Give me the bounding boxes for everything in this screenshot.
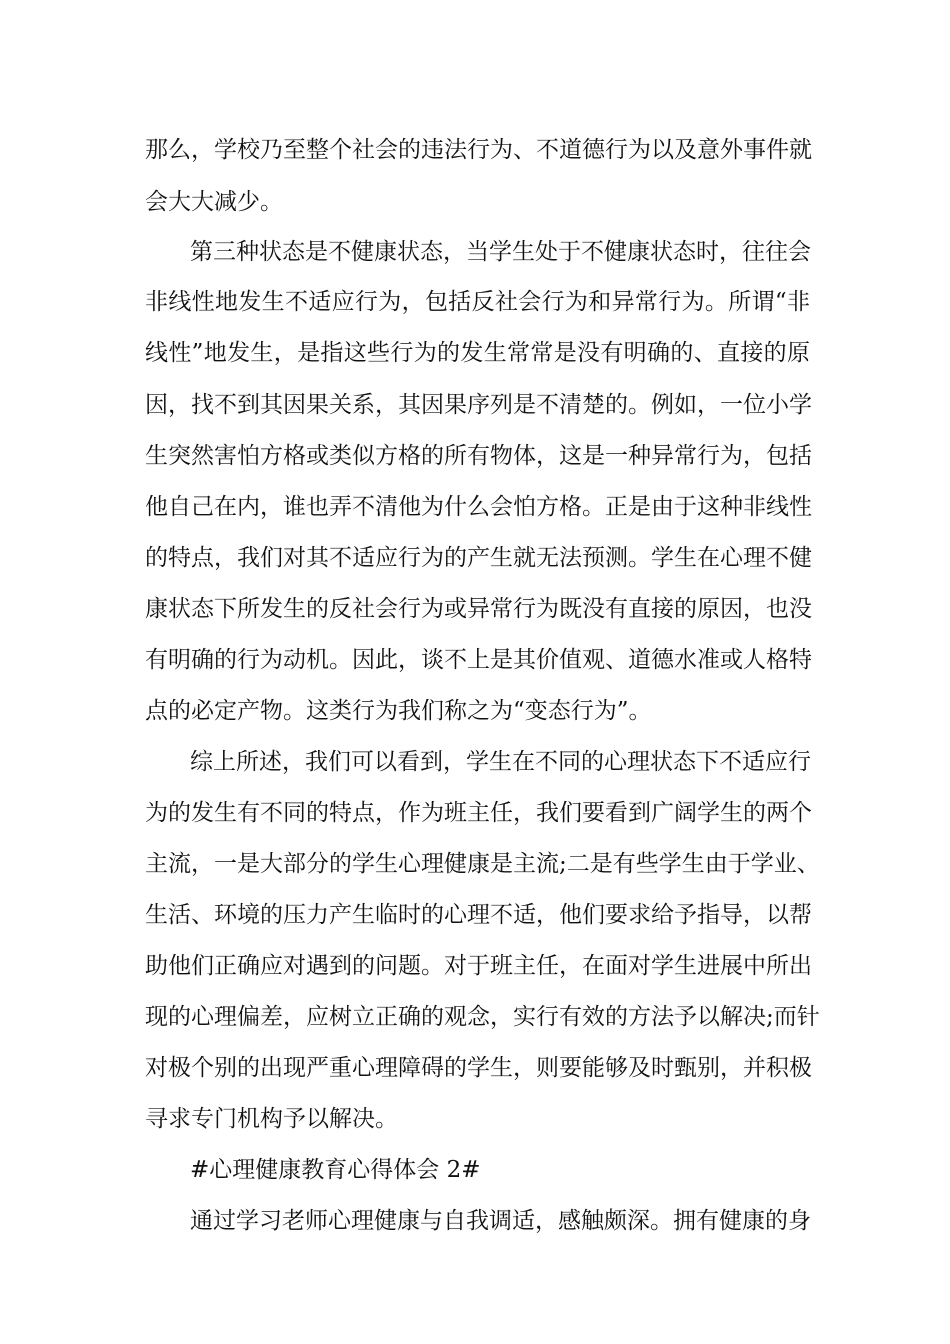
text-line: 会大大减少。 xyxy=(145,189,283,215)
text-line: 的特点，我们对其不适应行为的产生就无法预测。学生在心理不健 xyxy=(145,545,812,571)
text-line: 他自己在内，谁也弄不清他为什么会怕方格。正是由于这种非线性 xyxy=(145,494,812,520)
paragraph-first-line: 通过学习老师心理健康与自我调适，感触颇深。拥有健康的身 xyxy=(190,1208,811,1234)
text-line: 现的心理偏差，应树立正确的观念，实行有效的方法予以解决;而针 xyxy=(145,1004,820,1030)
section-heading: #心理健康教育心得体会 2# xyxy=(190,1157,481,1183)
text-line: 助他们正确应对遇到的问题。对于班主任，在面对学生进展中所出 xyxy=(145,953,812,979)
text-line: 因，找不到其因果关系，其因果序列是不清楚的。例如，一位小学 xyxy=(145,392,812,418)
paragraph-first-line: 第三种状态是不健康状态，当学生处于不健康状态时，往往会 xyxy=(190,239,811,265)
text-line: 生突然害怕方格或类似方格的所有物体，这是一种异常行为，包括 xyxy=(145,443,812,469)
text-line: 生活、环境的压力产生临时的心理不适，他们要求给予指导，以帮 xyxy=(145,902,812,928)
text-line: 康状态下所发生的反社会行为或异常行为既没有直接的原因，也没 xyxy=(145,596,812,622)
text-line: 寻求专门机构予以解决。 xyxy=(145,1106,398,1132)
text-line: 主流，一是大部分的学生心理健康是主流;二是有些学生由于学业、 xyxy=(145,851,820,877)
paragraph-first-line: 综上所述，我们可以看到，学生在不同的心理状态下不适应行 xyxy=(190,749,811,775)
text-line: 非线性地发生不适应行为，包括反社会行为和异常行为。所谓“非 xyxy=(145,289,810,315)
text-line: 有明确的行为动机。因此，谈不上是其价值观、道德水准或人格特 xyxy=(145,647,812,673)
text-line: 线性”地发生，是指这些行为的发生常常是没有明确的、直接的原 xyxy=(145,340,810,366)
text-line: 为的发生有不同的特点，作为班主任，我们要看到广阔学生的两个 xyxy=(145,800,812,826)
text-line: 对极个别的出现严重心理障碍的学生，则要能够及时甄别，并积极 xyxy=(145,1055,812,1081)
text-line: 那么，学校乃至整个社会的违法行为、不道德行为以及意外事件就 xyxy=(145,137,812,163)
text-line: 点的必定产物。这类行为我们称之为“变态行为”。 xyxy=(145,698,652,724)
